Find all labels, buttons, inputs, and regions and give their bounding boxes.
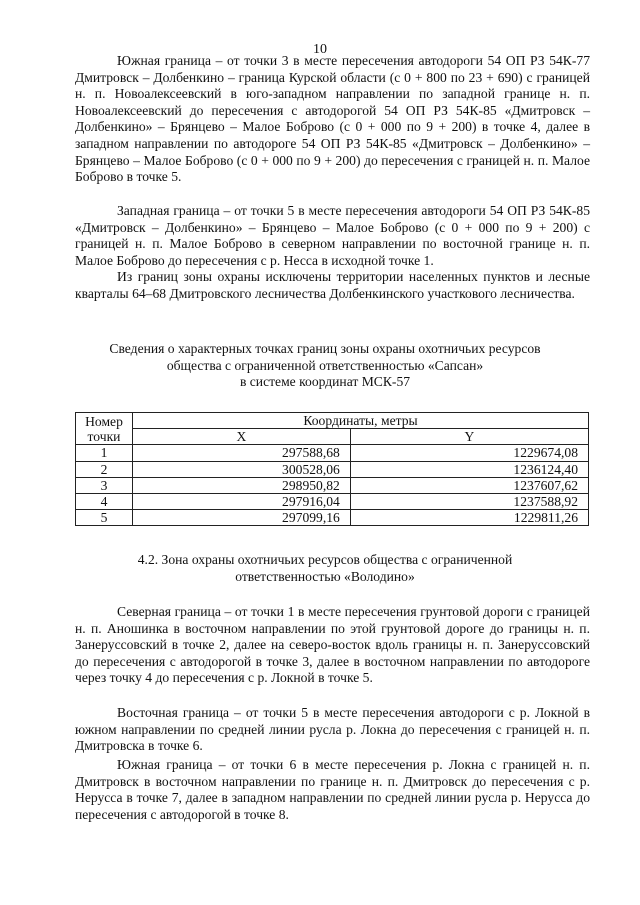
table-title-line-3: в системе координат МСК-57: [239, 374, 411, 390]
header-x: X: [133, 429, 351, 445]
cell-point: 5: [76, 510, 133, 526]
cell-y: 1229674,08: [350, 445, 588, 461]
table-header-row: [76, 413, 589, 429]
table-row: [76, 494, 589, 510]
table-subheader-row: [76, 429, 589, 445]
table-row: [76, 477, 589, 493]
cell-point: 3: [76, 477, 133, 493]
header-point-number-line-2: точки: [87, 428, 121, 444]
cell-y: 1237588,92: [350, 494, 588, 510]
cell-y: 1237607,62: [350, 477, 588, 493]
cell-x: 297916,04: [133, 494, 351, 510]
section-title: [60, 552, 590, 585]
header-y: Y: [350, 429, 588, 445]
table-row: [76, 445, 589, 461]
cell-point: 4: [76, 494, 133, 510]
paragraph-north-border: Северная граница – от точки 1 в месте пересечения грунтовой дороги с границей н. п. Аношинка в восточном направлении по этой грунтовой дороге до границы н. п. Занеруссовский в точке 2, далее на северо-восток вдоль границы н. п. Занеруссовский до пересечения с автодорогой в точке 3, далее в восточном направлении по автодороге через точку 4 до пересечения с р. Локной в точке 5.: [75, 604, 590, 686]
paragraph-south-border-2: Южная граница – от точки 6 в месте пересечения р. Локна с границей н. п. Дмитровск в восточном направлении по границе н. п. Дмитровск до пересечения с р. Нерусса в точке 7, далее в западном направлении по средней линии русла р. Нерусса до пересечения с автодорогой в точке 8.: [75, 757, 590, 822]
cell-x: 300528,06: [133, 461, 351, 477]
section-title-line-2: ответственностью «Володино»: [235, 568, 415, 584]
table-title: [60, 341, 590, 391]
section-title-line-1: 4.2. Зона охраны охотничьих ресурсов общества с ограниченной: [137, 552, 513, 567]
paragraph-west-border: Западная граница – от точки 5 в месте пересечения автодороги 54 ОП РЗ 54К-85 «Дмитровск – Долбенкино» – Брянцево – Малое Боброво (с 0 + 000 по 9 + 200) с границей н. п. Малое Боброво в северном направлении по восточной границе н. п. Малое Боброво до пересечения с р. Несса в исходной точке 1.: [75, 203, 590, 268]
cell-point: 2: [76, 461, 133, 477]
page-number: 10: [313, 42, 327, 57]
cell-x: 298950,82: [133, 477, 351, 493]
cell-y: 1236124,40: [350, 461, 588, 477]
header-point-number-line-1: Номер: [85, 413, 123, 429]
paragraph-east-border: Восточная граница – от точки 5 в месте пересечения автодороги с р. Локной в южном направлении по средней линии русла р. Локна до пересечения с границей н. п. Дмитровска в точке 6.: [75, 705, 590, 754]
cell-x: 297099,16: [133, 510, 351, 526]
table-title-line-1: Сведения о характерных точках границ зоны охраны охотничьих ресурсов: [109, 341, 541, 356]
table-title-line-2: общества с ограниченной ответственностью «Сапсан»: [166, 357, 484, 373]
cell-y: 1229811,26: [350, 510, 588, 526]
paragraph-excluded-territories: Из границ зоны охраны исключены территории населенных пунктов и лесные кварталы 64–68 Дмитровского лесничества Долбенкинского участкового лесничества.: [75, 269, 590, 301]
header-coordinates: Координаты, метры: [133, 413, 589, 429]
cell-point: 1: [76, 445, 133, 461]
table-row: [76, 510, 589, 526]
paragraph-south-border: Южная граница – от точки 3 в месте пересечения автодороги 54 ОП РЗ 54К-77 Дмитровск – Долбенкино – граница Курской области (с 0 + 800 по 23 + 690) с границей н. п. Новоалексеевский в юго-западном направлении по западной границе н. п. Новоалексеевский до пересечения с автодорогой 54 ОП РЗ 54К-85 «Дмитровск – Долбенкино» – Брянцево – Малое Боброво (с 0 + 000 по 9 + 200) в точке 4, далее в западном направлении по автодороге 54 ОП РЗ 54К-85 «Дмитровск – Долбенкино» – Брянцево – Малое Боброво (с 0 + 000 по 9 + 200) до пересечения с границей н. п. Малое Боброво в точке 5.: [75, 53, 590, 185]
coordinates-table: [75, 412, 589, 526]
header-point-number: [76, 413, 133, 445]
cell-x: 297588,68: [133, 445, 351, 461]
table-row: [76, 461, 589, 477]
